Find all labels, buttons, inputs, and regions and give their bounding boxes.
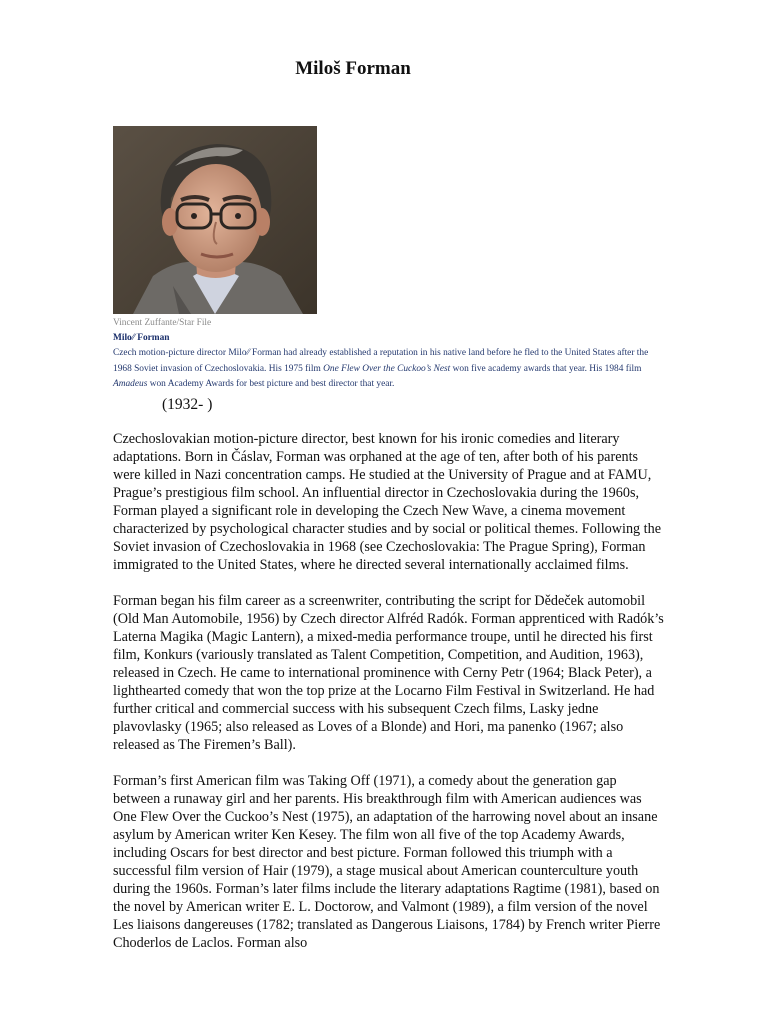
life-dates: (1932- )	[162, 396, 213, 413]
page-title: Miloš Forman	[295, 58, 411, 79]
caption-film-title: Amadeus	[113, 378, 148, 389]
paragraph: Forman began his film career as a screenwriter, contributing the script for Dědeček automobil (Old Man Automobile, 1956) by Czech director Alfréd Radók. Forman apprenticed with Radók’s Laterna Magika (Magic Lantern), a mixed-media performance troupe, until he directed his first film, Konkurs (variously translated as Talent Competition, Competition, and Audition, 1963), released in Czech. He came to international prominence with Cerny Petr (1964; Black Peter), a lighthearted comedy that won the top prize at the Locarno Film Festival in Switzerland. He had further critical and commercial success with his subsequent Czech films, Lasky jedne plavovlasky (1965; also released as Loves of a Blonde) and Hori, ma panenko (1967; also released as The Firemen’s Ball).	[113, 593, 664, 753]
article-body	[113, 430, 665, 970]
paragraph: Forman’s first American film was Taking Off (1971), a comedy about the generation gap between a runaway girl and her parents. His breakthrough film with American audiences was One Flew Over the Cuckoo’s Nest (1975), an adaptation of the harrowing novel about an insane asylum by American writer Ken Kesey. The film won all five of the top Academy Awards, including Oscars for best director and best picture. Forman followed this triumph with a successful film version of Hair (1979), a stage musical about American counterculture youth during the 1960s. Forman’s later films include the literary adaptations Ragtime (1981), based on the novel by American writer E. L. Doctorow, and Valmont (1989), a film version of the novel Les liaisons dangereuses (1782; translated as Dangerous Liaisons, 1784) by French writer Pierre Choderlos de Laclos. Forman also	[113, 773, 661, 951]
paragraph: Czechoslovakian motion-picture director, best known for his ironic comedies and literary adaptations. Born in Čáslav, Forman was orphaned at the age of ten, after both of his parents were killed in Nazi concentration camps. He studied at the University of Prague and at FAMU, Prague’s prestigious film school. An influential director in Czechoslovakia during the 1960s, Forman played a significant role in developing the Czech New Wave, a cinema movement characterized by psychological character studies and by social or political themes. Following the Soviet invasion of Czechoslovakia in 1968 (see Czechoslovakia: The Prague Spring), Forman immigrated to the United States, where he directed several internationally acclaimed films.	[113, 431, 662, 573]
portrait-photo	[113, 126, 317, 314]
caption-heading: Milo⁄⁄ Forman	[113, 333, 170, 344]
caption-film-title: One Flew Over the Cuckoo’s Nest	[323, 363, 451, 374]
photo-credit: Vincent Zuffante/Star File	[113, 318, 212, 328]
photo-caption	[113, 316, 658, 392]
caption-text: Czech motion-picture director Milo⁄⁄ Forman had already established a reputation in his native land before he fled to the United States after the 1968 Soviet invasion of Czechoslovakia. His 1975 film One Flew Over the Cuckoo’s Nest won five academy awards that year. His 1984 film Amadeus won Academy Awards for best picture and best director that year.	[113, 348, 649, 389]
